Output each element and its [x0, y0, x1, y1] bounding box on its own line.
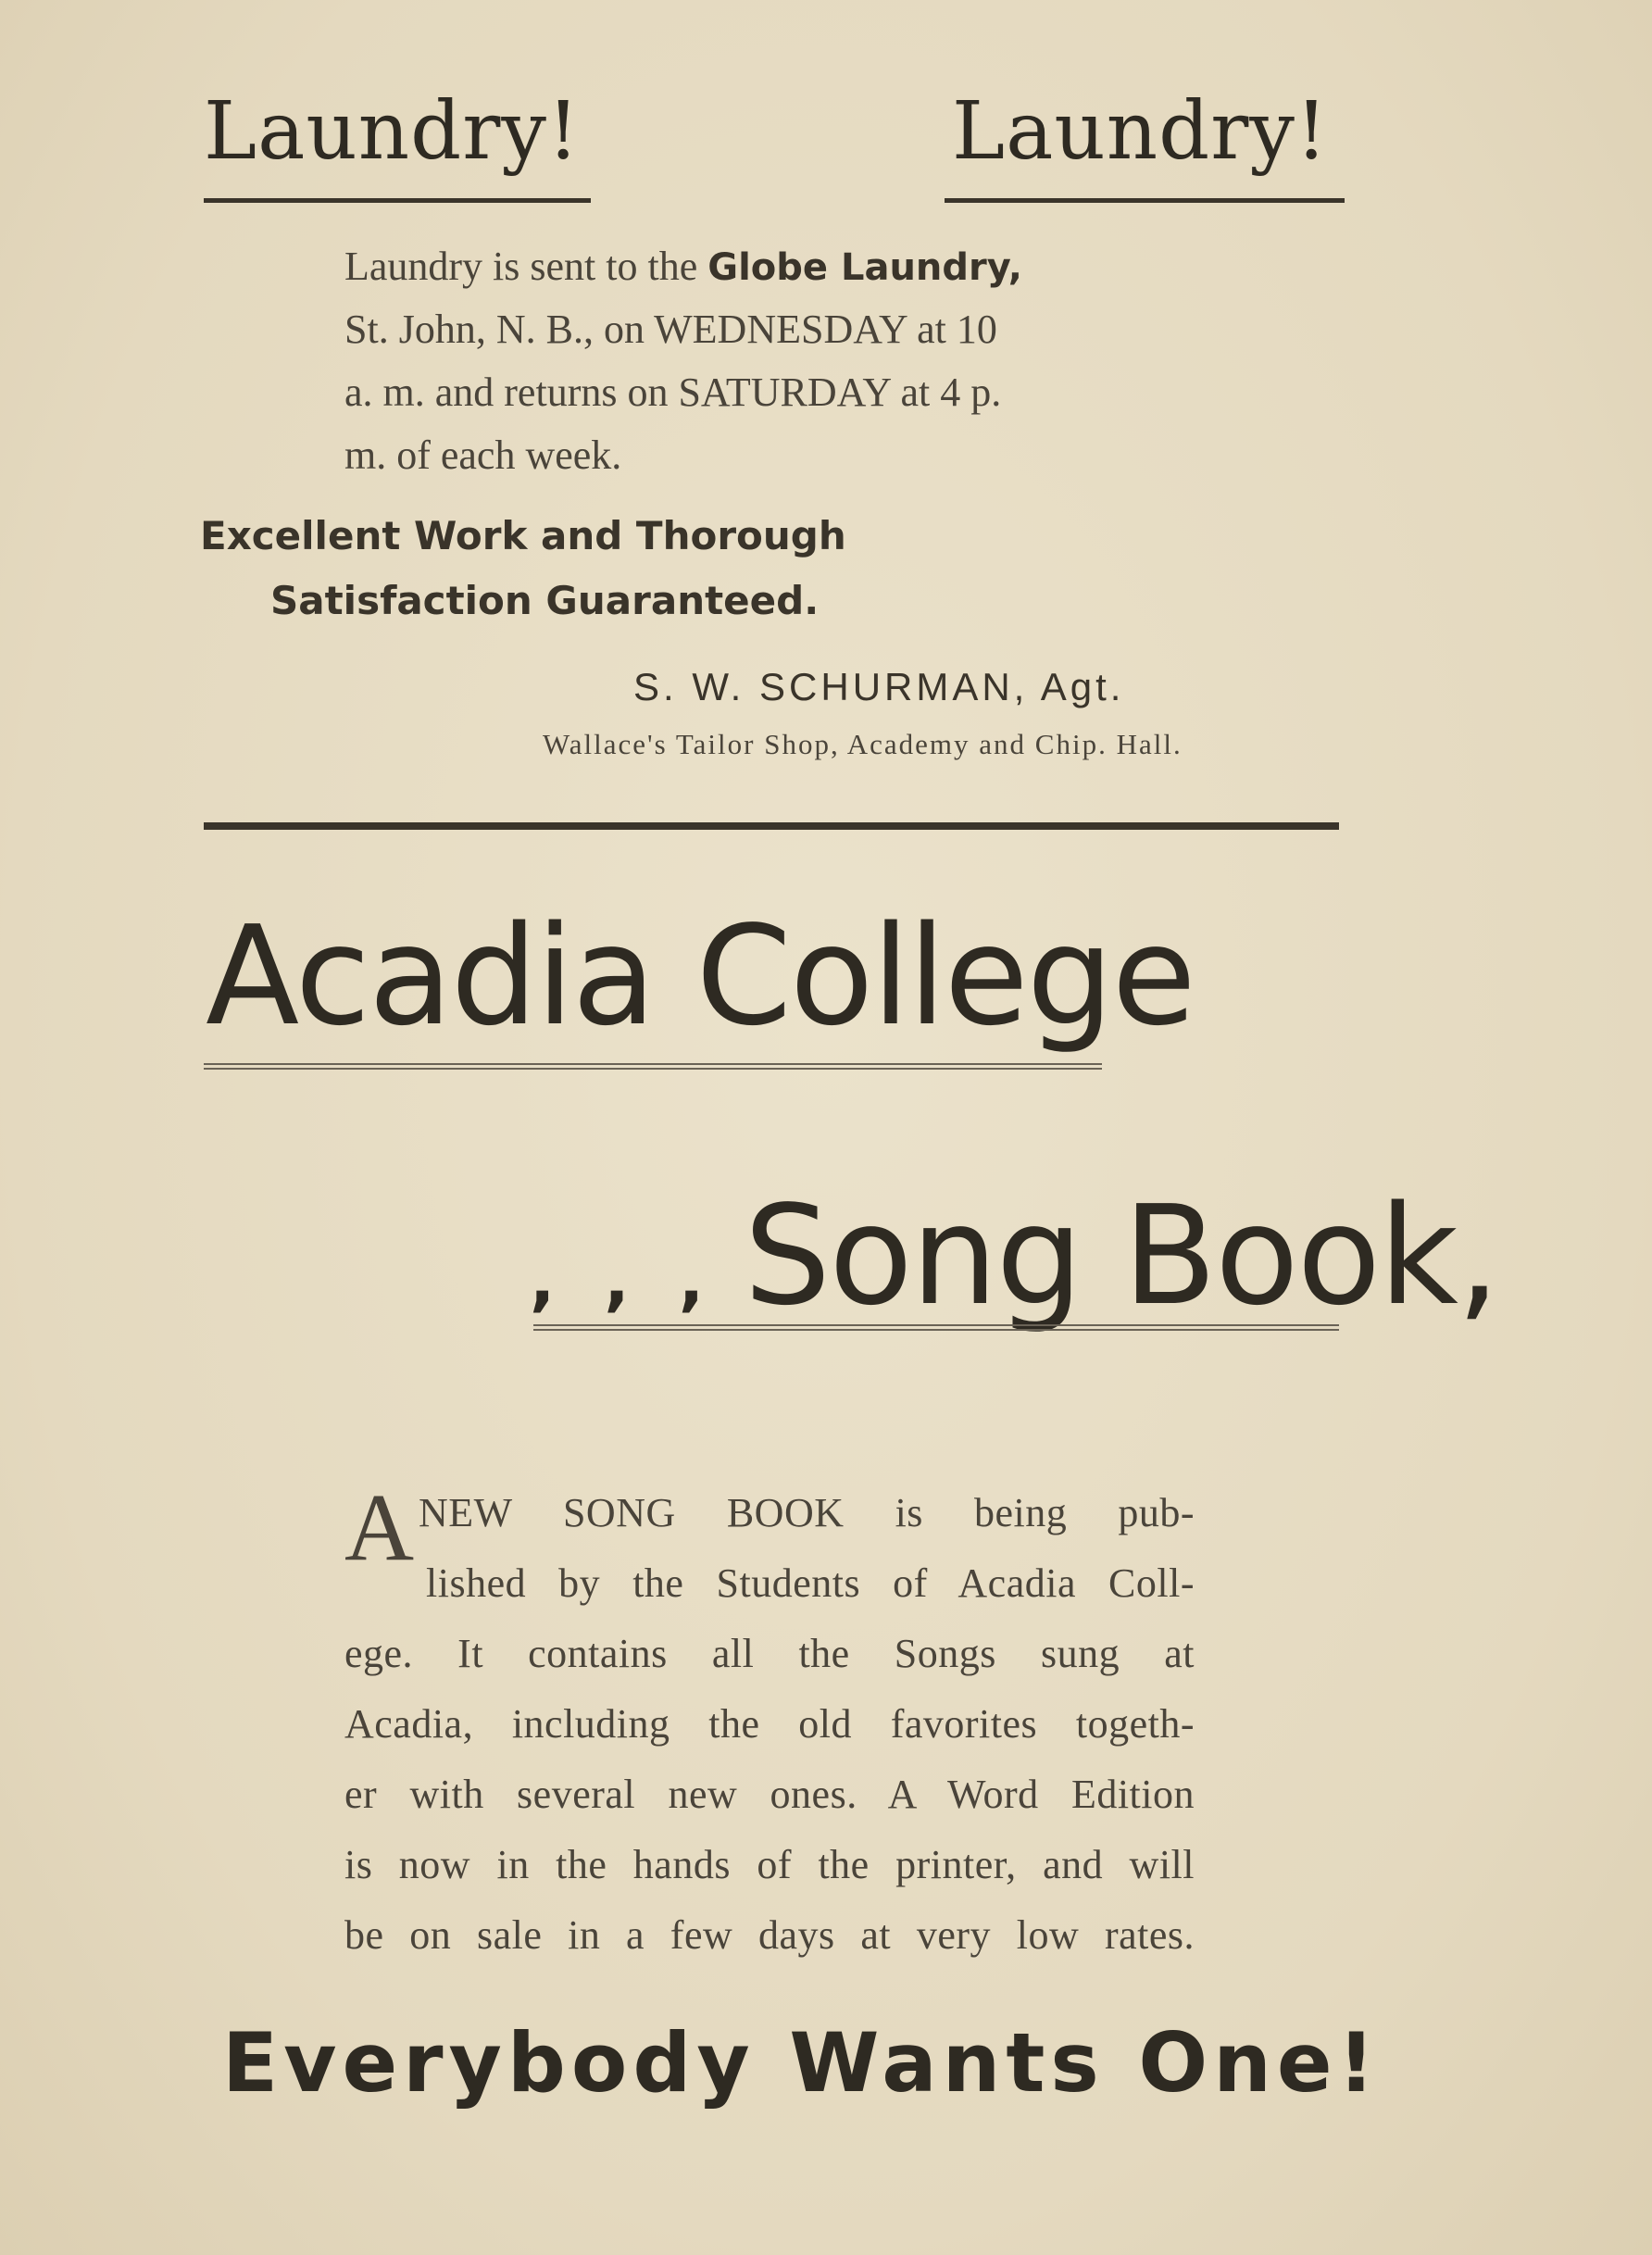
drop-cap: A: [344, 1474, 415, 1581]
laundry-heading-left-underline: [204, 198, 591, 203]
laundry-company: Globe Laundry,: [707, 246, 1022, 289]
laundry-line-1: [344, 243, 1022, 290]
laundry-heading-left: Laundry!: [204, 85, 581, 178]
para-line-5: er with several new ones. A Word Edition: [344, 1772, 1195, 1817]
para-line-2: lished by the Students of Acadia Coll-: [426, 1560, 1195, 1606]
laundry-line-4: m. of each week.: [344, 432, 622, 478]
para-line-6: is now in the hands of the printer, and will: [344, 1842, 1195, 1887]
title-2-underline: [533, 1324, 1339, 1331]
title-song-book: [530, 1176, 1498, 1335]
tagline: Everybody Wants One!: [222, 2015, 1381, 2111]
guarantee-line-1: Excellent Work and Thorough: [200, 513, 846, 558]
guarantee-line-2: Satisfaction Guaranteed.: [270, 578, 820, 623]
title-song-book-text: Song Book,: [744, 1176, 1498, 1335]
section-divider: [204, 822, 1339, 830]
laundry-line-2: St. John, N. B., on WEDNESDAY at 10: [344, 307, 997, 352]
para-line-4: Acadia, including the old favorites togeth-: [344, 1701, 1195, 1747]
laundry-line-1-text: Laundry is sent to the: [344, 244, 698, 289]
laundry-heading-right-underline: [945, 198, 1345, 203]
title-acadia-college: Acadia College: [206, 896, 1195, 1056]
agent-address: Wallace's Tailor Shop, Academy and Chip. Hall.: [543, 728, 1183, 760]
laundry-line-3: a. m. and returns on SATURDAY at 4 p.: [344, 370, 1002, 415]
para-line-3: ege. It contains all the Songs sung at: [344, 1631, 1195, 1676]
agent-name: S. W. SCHURMAN, Agt.: [633, 665, 1125, 708]
para-line-7: be on sale in a few days at very low rates.: [344, 1912, 1195, 1958]
title-1-underline: [204, 1063, 1102, 1070]
laundry-heading-right: Laundry!: [952, 85, 1329, 178]
para-line-1: NEW SONG BOOK is being pub-: [419, 1490, 1195, 1535]
title-song-book-ornament: , , ,: [530, 1241, 718, 1319]
